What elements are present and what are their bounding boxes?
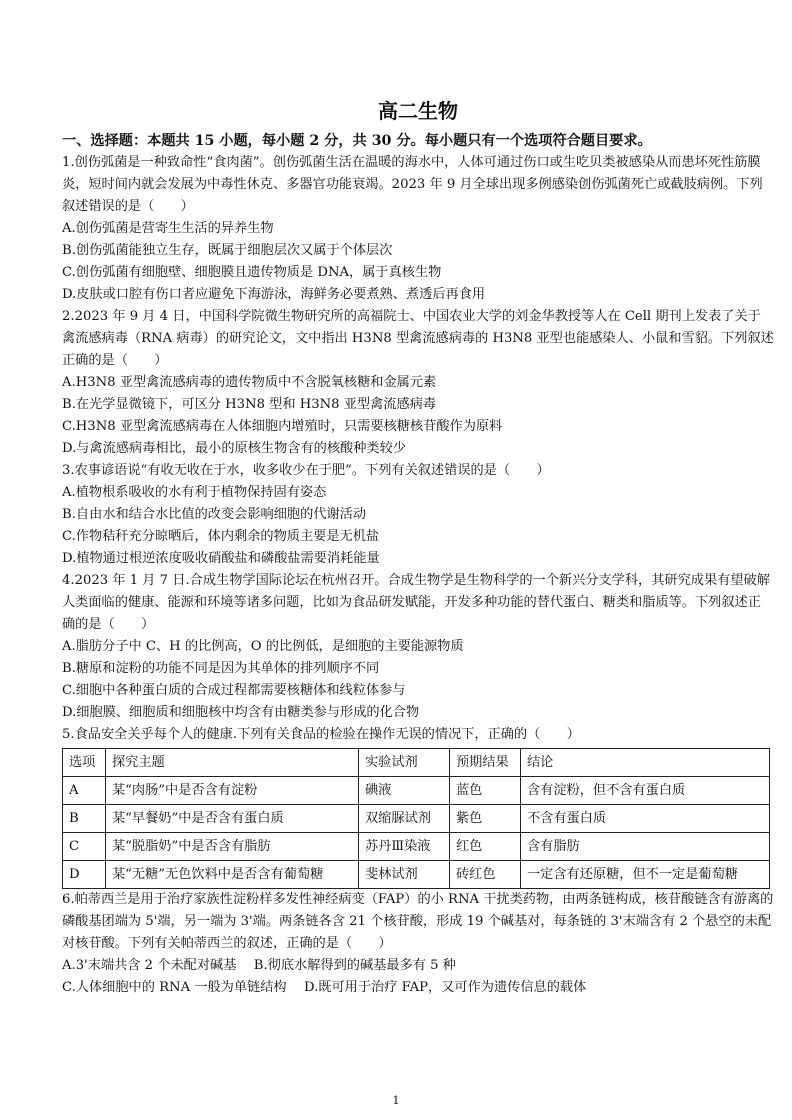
table-cell: 含有脂肪 <box>521 833 770 861</box>
option-d: D.细胞膜、细胞质和细胞核中均含有由糖类参与形成的化合物 <box>62 705 420 720</box>
table-cell: 碘液 <box>359 777 450 805</box>
table-cell: 苏丹Ⅲ染液 <box>359 833 450 861</box>
option-a: A.H3N8 亚型禽流感病毒的遗传物质中不含脱氧核糖和金属元素 <box>62 375 437 390</box>
table-cell: 一定含有还原糖，但不一定是葡萄糖 <box>521 861 770 889</box>
option-c: C.H3N8 亚型禽流感病毒在人体细胞内增殖时，只需要核糖核苷酸作为原料 <box>62 419 503 434</box>
table-cell: C <box>63 833 106 861</box>
table-header-cell: 选项 <box>63 749 106 777</box>
option-d: D.与禽流感病毒相比，最小的原核生物含有的核酸种类较少 <box>62 441 406 456</box>
option-c: C.作物秸秆充分晾晒后，体内剩余的物质主要是无机盐 <box>62 529 380 544</box>
table-cell: 某“脱脂奶”中是否含有脂肪 <box>106 833 359 861</box>
option-b: B.自由水和结合水比值的改变会影响细胞的代谢活动 <box>62 507 367 522</box>
test-table <box>62 748 770 889</box>
exam-page <box>62 96 774 999</box>
table-cell: 紫色 <box>450 805 521 833</box>
table-cell: 某“早餐奶”中是否含有蛋白质 <box>106 805 359 833</box>
question-stem: 2.2023 年 9 月 4 日，中国科学院微生物研究所的高福院士、中国农业大学的刘金华教授等人在 Cell 期刊上发表了关于禽流感病毒（RNA 病毒）的研究论文，文中指出 H3N8 型禽流感病毒的 H3N8 亚型也能感染人、小鼠和雪貂。下列叙述正确的是（ ） <box>62 309 774 368</box>
question-stem: 5.食品安全关乎每个人的健康.下列有关食品的检验在操作无误的情况下，正确的（ ） <box>62 727 580 742</box>
option-d: D.皮肤或口腔有伤口者应避免下海游泳，海鲜务必要煮熟、煮透后再食用 <box>62 287 486 302</box>
option-a: A.创伤弧菌是营寄生生活的异养生物 <box>62 221 274 236</box>
question-1 <box>62 152 774 306</box>
table-cell: 含有淀粉，但不含有蛋白质 <box>521 777 770 805</box>
question-stem: 4.2023 年 1 月 7 日.合成生物学国际论坛在杭州召开。合成生物学是生物科学的一个新兴分支学科，其研究成果有望破解人类面临的健康、能源和环境等诸多问题，比如为食品研发赋能，开发多种功能的替代蛋白、糖类和脂质等。下列叙述正确的是（ ） <box>62 573 770 632</box>
table-row <box>63 805 770 833</box>
question-stem: 3.农事谚语说“有收无收在于水，收多收少在于肥”。下列有关叙述错误的是（ ） <box>62 463 550 478</box>
question-4 <box>62 570 774 724</box>
table-header-cell: 实验试剂 <box>359 749 450 777</box>
table-cell: 红色 <box>450 833 521 861</box>
table-row <box>63 861 770 889</box>
option-c: C.细胞中各种蛋白质的合成过程都需要核糖体和线粒体参与 <box>62 683 406 698</box>
option-b: B.在光学显微镜下，可区分 H3N8 型和 H3N8 亚型禽流感病毒 <box>62 397 437 412</box>
option-d: D.植物通过根逆浓度吸收硝酸盐和磷酸盐需要消耗能量 <box>62 551 380 566</box>
question-5 <box>62 724 774 889</box>
table-cell: A <box>63 777 106 805</box>
table-cell: 蓝色 <box>450 777 521 805</box>
options-line-ab: A.3'末端共含 2 个未配对碱基 B.彻底水解得到的碱基最多有 5 种 <box>62 958 456 973</box>
option-a: A.脂肪分子中 C、H 的比例高，O 的比例低，是细胞的主要能源物质 <box>62 639 464 654</box>
question-stem: 1.创伤弧菌是一种致命性“食肉菌”。创伤弧菌生活在温暖的海水中，人体可通过伤口或生吃贝类被感染从而患坏死性筋膜炎，短时间内就会发展为中毒性休克、多器官功能衰竭。2023 年 9 月全球出现多例感染创伤弧菌死亡或截肢病例。下列叙述错误的是（ ） <box>62 155 763 214</box>
page-title: 高二生物 <box>378 99 458 123</box>
table-cell: 双缩脲试剂 <box>359 805 450 833</box>
option-a: A.植物根系吸收的水有利于植物保持固有姿态 <box>62 485 327 500</box>
option-b: B.创伤弧菌能独立生存，既属于细胞层次又属于个体层次 <box>62 243 393 258</box>
table-header-cell: 探究主题 <box>106 749 359 777</box>
table-row <box>63 777 770 805</box>
table-cell: 某“无糖”无色饮料中是否含有葡萄糖 <box>106 861 359 889</box>
option-b: B.糖原和淀粉的功能不同是因为其单体的排列顺序不同 <box>62 661 380 676</box>
section-heading: 一、选择题：本题共 15 小题，每小题 2 分，共 30 分。每小题只有一个选项符合题目要求。 <box>62 133 652 149</box>
table-row <box>63 833 770 861</box>
table-header-cell: 预期结果 <box>450 749 521 777</box>
question-2 <box>62 306 774 460</box>
table-header-row <box>63 749 770 777</box>
table-cell: 砖红色 <box>450 861 521 889</box>
table-header-cell: 结论 <box>521 749 770 777</box>
question-stem: 6.帕蒂西兰是用于治疗家族性淀粉样多发性神经病变（FAP）的小 RNA 干扰类药物，由两条链构成，核苷酸链含有游离的磷酸基团端为 5'端，另一端为 3'端。两条链各含 21 个核苷酸，形成 19 个碱基对，每条链的 3'末端含有 2 个悬空的未配对核苷酸。下列有关帕蒂西兰的叙述，正确的是（ ） <box>62 892 774 951</box>
table-cell: B <box>63 805 106 833</box>
options-line-cd: C.人体细胞中的 RNA 一般为单链结构 D.既可用于治疗 FAP，又可作为遗传信息的载体 <box>62 980 587 995</box>
page-number: 1 <box>392 1094 400 1107</box>
table-cell: 斐林试剂 <box>359 861 450 889</box>
option-c: C.创伤弧菌有细胞壁、细胞膜且遗传物质是 DNA，属于真核生物 <box>62 265 442 280</box>
table-cell: D <box>63 861 106 889</box>
question-6 <box>62 889 774 999</box>
table-cell: 不含有蛋白质 <box>521 805 770 833</box>
question-3 <box>62 460 774 570</box>
table-cell: 某“肉肠”中是否含有淀粉 <box>106 777 359 805</box>
